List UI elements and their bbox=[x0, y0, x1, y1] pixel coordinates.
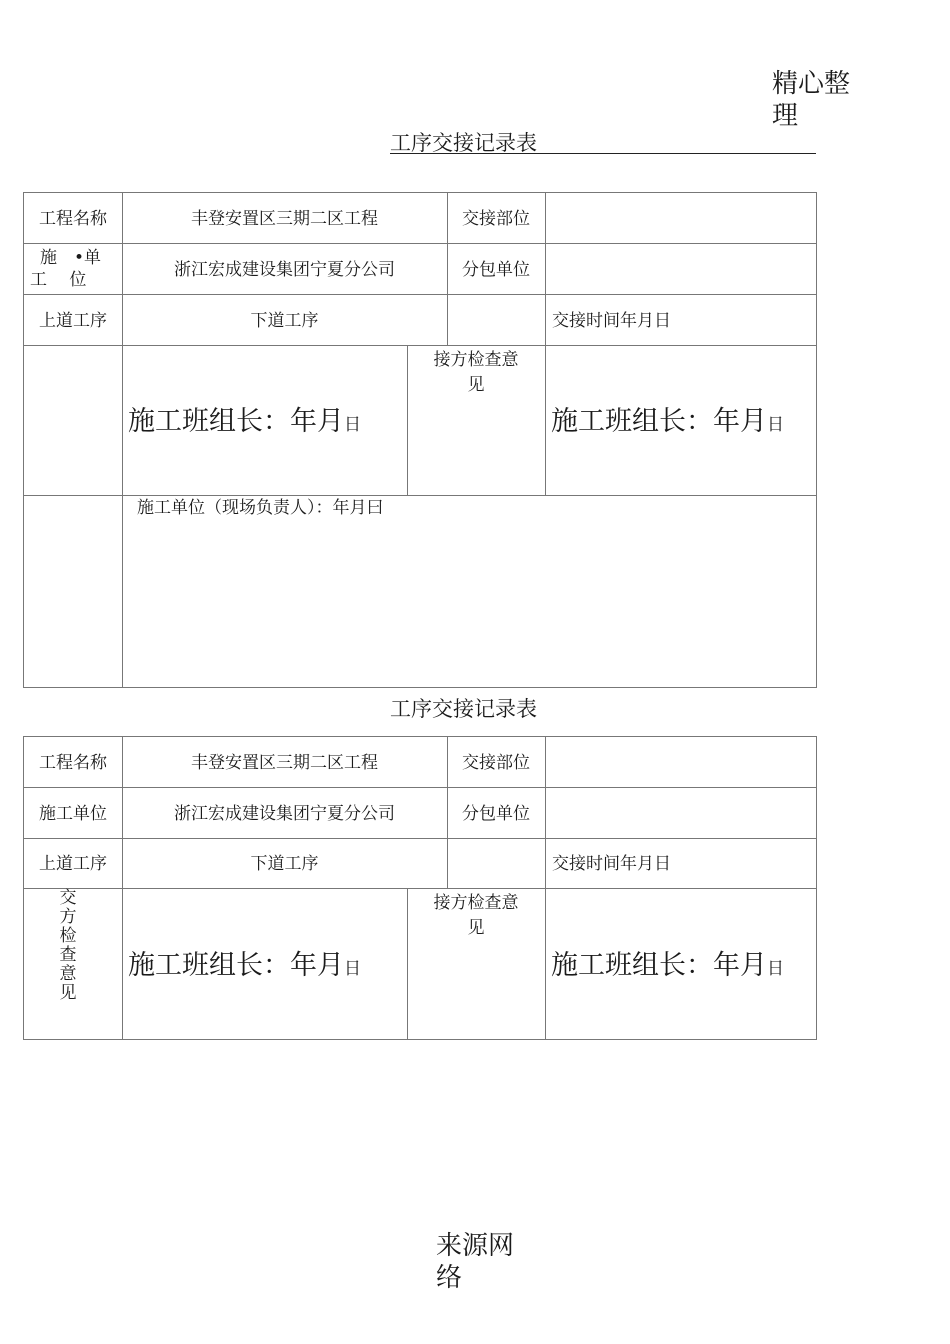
column-divider bbox=[407, 888, 408, 1040]
column-divider bbox=[545, 192, 546, 495]
subcontractor-label: 分包单位 bbox=[462, 804, 530, 824]
column-divider bbox=[122, 736, 123, 1040]
prev-process-label: 上道工序 bbox=[39, 311, 107, 331]
contractor-value: 浙江宏成建设集团宁夏分公司 bbox=[174, 260, 395, 280]
form-title: 工序交接记录表 bbox=[390, 131, 537, 155]
row-divider bbox=[23, 294, 817, 295]
title-underline bbox=[390, 153, 816, 154]
receiver-opinion-label: 接方检查意见 bbox=[433, 350, 519, 395]
handover-part-label: 交接部位 bbox=[462, 209, 530, 229]
column-divider bbox=[407, 345, 408, 495]
giver-team-leader-sign: 施工班组长：年月日 bbox=[128, 950, 361, 981]
contractor-label-line2: 工 位 bbox=[30, 270, 87, 290]
header-note: 精心整理 bbox=[772, 69, 851, 131]
contractor-value: 浙江宏成建设集团宁夏分公司 bbox=[174, 804, 395, 824]
contractor-label-line1: 施 •单 bbox=[40, 248, 102, 268]
giver-opinion-label: 交方检查意见 bbox=[59, 888, 77, 1003]
row-divider bbox=[23, 345, 817, 346]
project-name-value: 丰登安置区三期二区工程 bbox=[191, 209, 378, 229]
next-process-label: 下道工序 bbox=[250, 311, 319, 331]
column-divider bbox=[545, 736, 546, 1040]
row-divider bbox=[23, 787, 817, 788]
site-manager-sign: 施工单位（现场负责人）：年月曰 bbox=[137, 498, 384, 518]
handover-time-label: 交接时间年月日 bbox=[552, 311, 671, 331]
handover-part-label: 交接部位 bbox=[462, 753, 530, 773]
subcontractor-label: 分包单位 bbox=[462, 260, 530, 280]
footer-note: 来源网络 bbox=[436, 1231, 515, 1293]
prev-process-label: 上道工序 bbox=[39, 854, 107, 874]
giver-team-leader-sign: 施工班组长：年月日 bbox=[128, 406, 361, 437]
row-divider bbox=[23, 495, 817, 496]
form-title: 工序交接记录表 bbox=[390, 697, 537, 721]
project-name-value: 丰登安置区三期二区工程 bbox=[191, 753, 378, 773]
project-name-label: 工程名称 bbox=[39, 209, 107, 229]
contractor-label: 施工单位 bbox=[39, 804, 107, 824]
row-divider bbox=[23, 838, 817, 839]
receiver-team-leader-sign: 施工班组长：年月日 bbox=[551, 406, 784, 437]
project-name-label: 工程名称 bbox=[39, 753, 107, 773]
row-divider bbox=[23, 243, 817, 244]
receiver-team-leader-sign: 施工班组长：年月日 bbox=[551, 950, 784, 981]
receiver-opinion-label: 接方检查意见 bbox=[433, 893, 519, 938]
next-process-label: 下道工序 bbox=[250, 854, 319, 874]
row-divider bbox=[23, 888, 817, 889]
handover-time-label: 交接时间年月日 bbox=[552, 854, 671, 874]
